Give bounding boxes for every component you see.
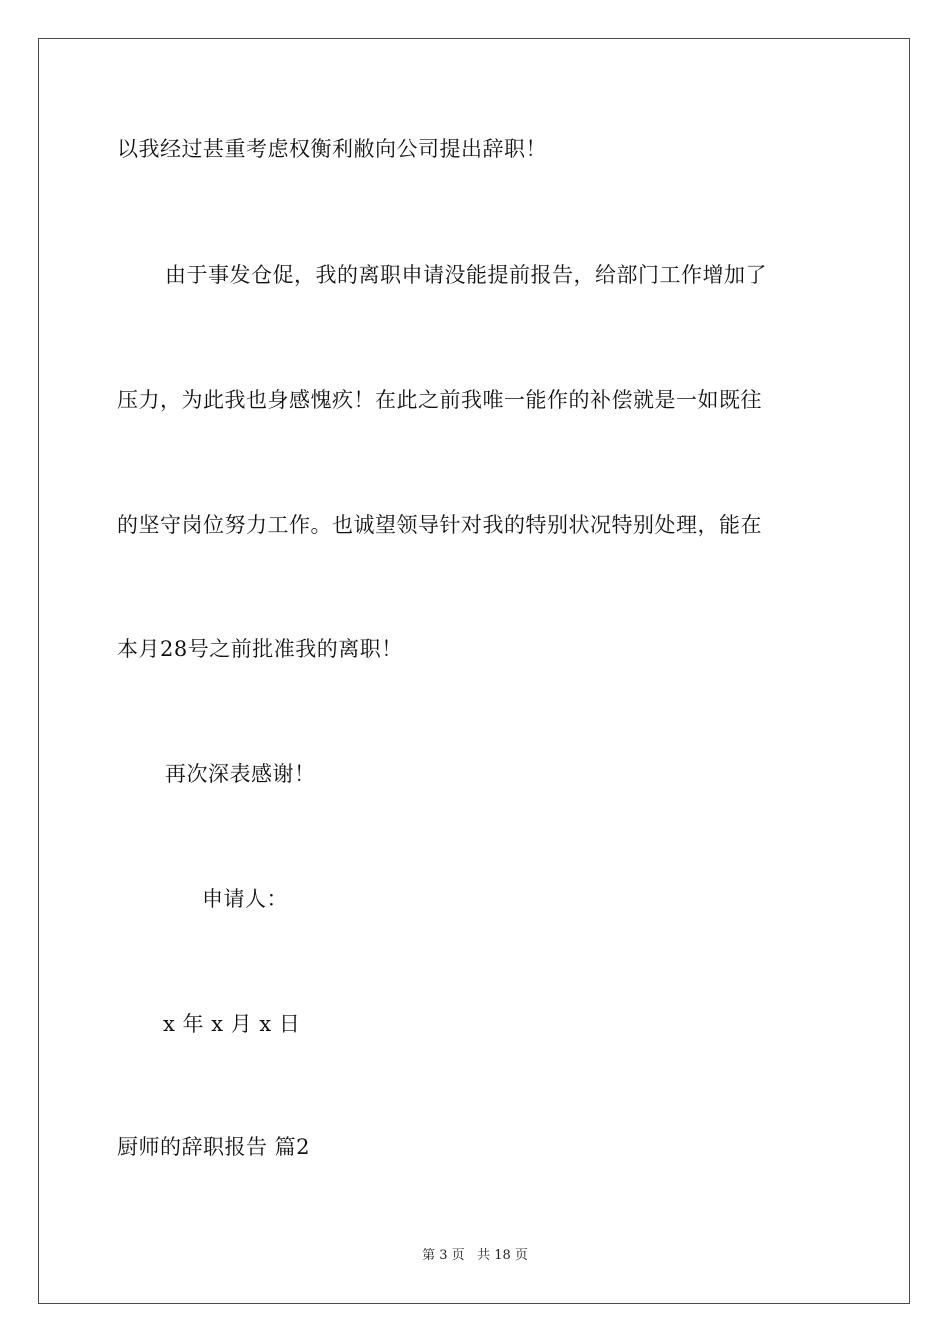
date-line: x 年 x 月 x 日 — [163, 1012, 301, 1036]
paragraph-line-3: 压力，为此我也身感愧疚！在此之前我唯一能作的补偿就是一如既往 — [117, 388, 762, 412]
paragraph-line-5: 本月28号之前批准我的离职！ — [117, 637, 403, 661]
thanks-line: 再次深表感谢！ — [165, 762, 316, 786]
paragraph-line-4: 的坚守岗位努力工作。也诚望领导针对我的特别状况特别处理，能在 — [117, 513, 762, 537]
paragraph-line-2: 由于事发仓促，我的离职申请没能提前报告，给部门工作增加了 — [165, 263, 767, 287]
paragraph-line-1: 以我经过甚重考虑权衡利敝向公司提出辞职！ — [117, 137, 547, 161]
section-heading: 厨师的辞职报告 篇2 — [117, 1135, 311, 1159]
applicant-label: 申请人： — [202, 887, 288, 911]
page-frame — [38, 38, 910, 1304]
page-number-footer: 第 3 页 共 18 页 — [422, 1248, 528, 1263]
